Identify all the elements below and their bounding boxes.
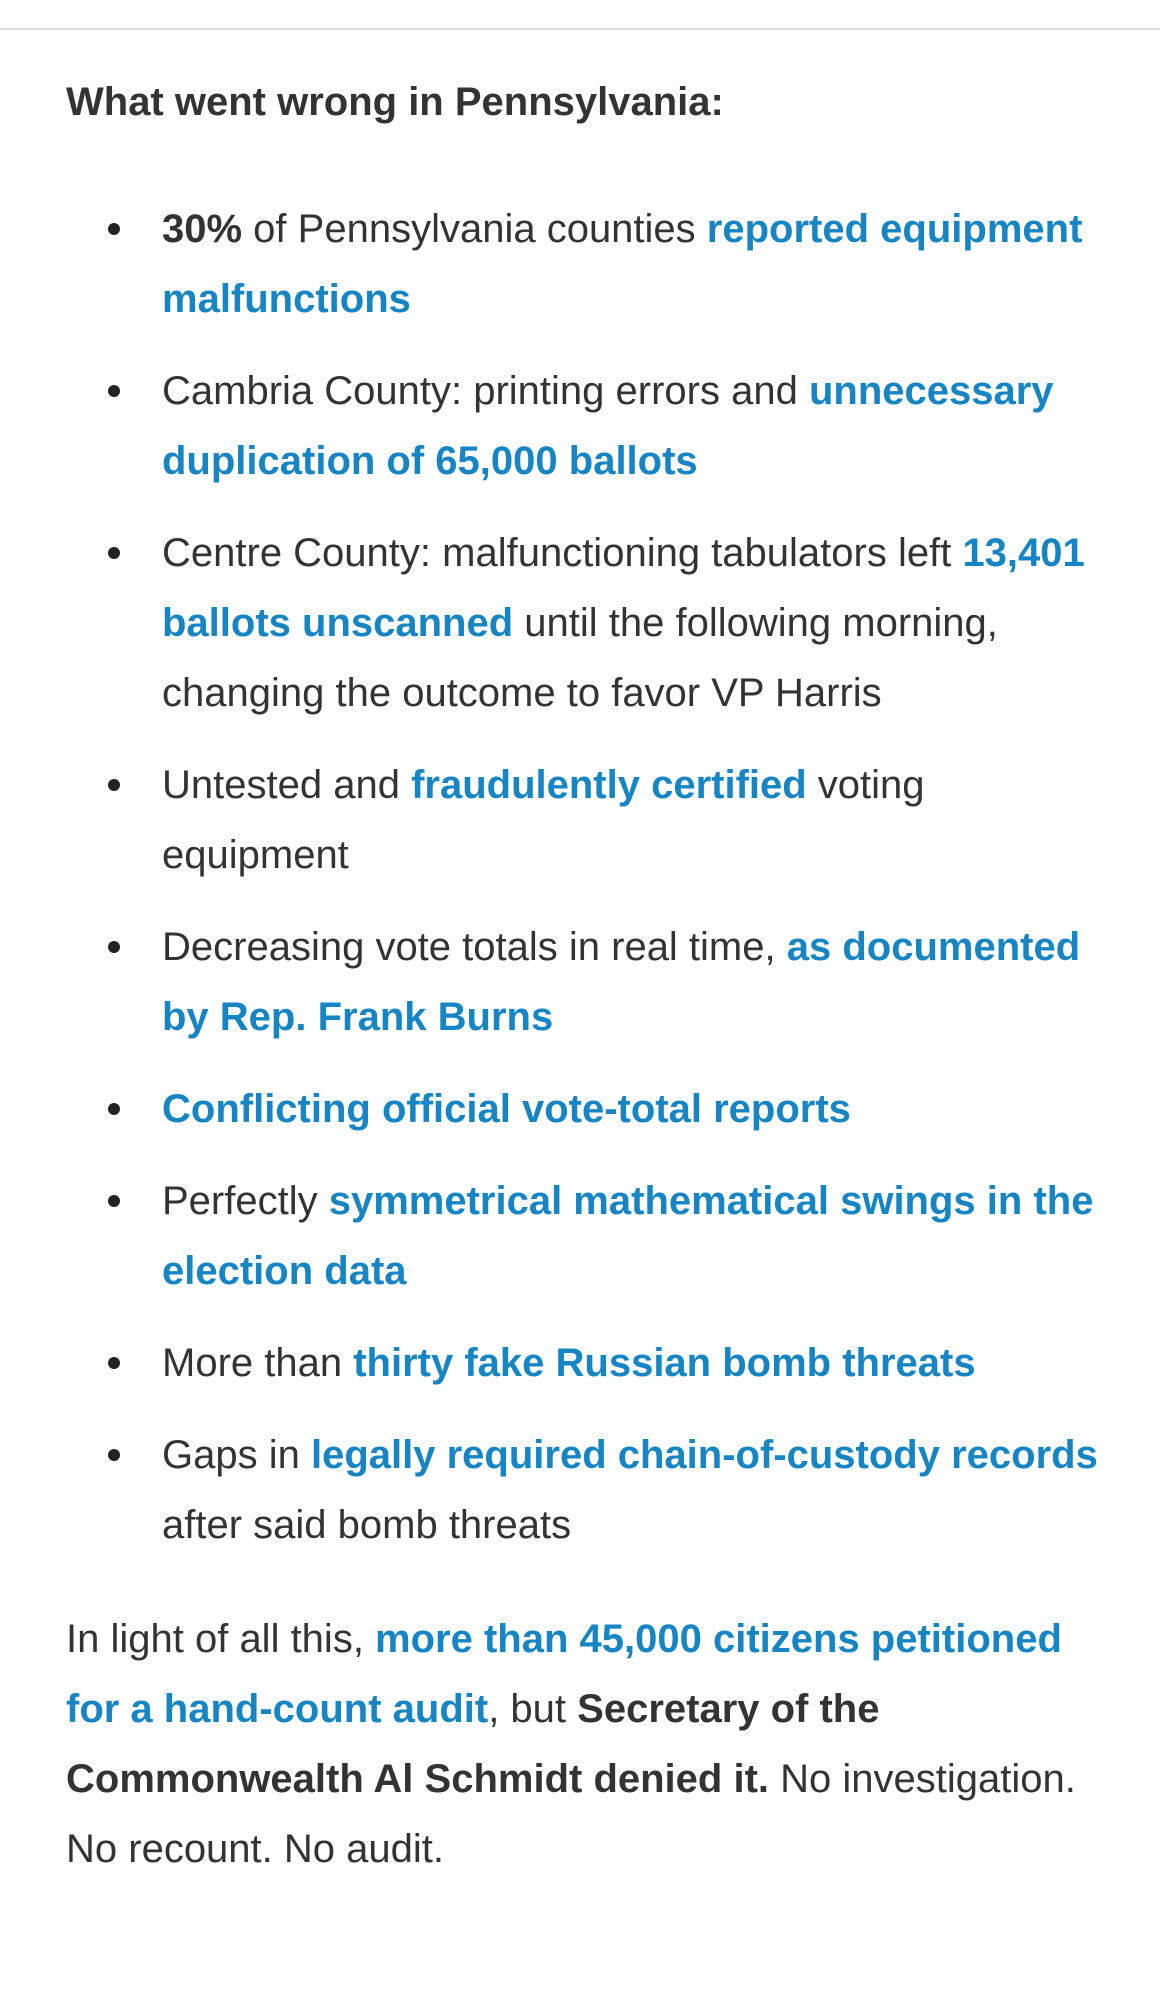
link-conflicting-reports[interactable]: Conflicting official vote-total reports xyxy=(162,1087,851,1131)
list-item-bomb-threats xyxy=(66,1328,1106,1398)
link-duplication-of-ballots[interactable]: unnecessary duplication of 65,000 ballots xyxy=(162,369,1054,483)
item-text: Cambria County: printing errors and xyxy=(162,369,809,413)
top-divider xyxy=(0,0,1160,30)
bullet-icon xyxy=(108,1195,120,1207)
link-rep-frank-burns[interactable]: as documented by Rep. Frank Burns xyxy=(162,925,1081,1039)
link-fraudulently-certified[interactable]: fraudulently certified xyxy=(411,763,807,807)
list-item-conflicting-reports xyxy=(66,1074,1106,1144)
link-ballots-unscanned[interactable]: 13,401 ballots unscanned xyxy=(162,531,1085,645)
bullet-icon xyxy=(108,385,120,397)
closing-text: In light of all this, xyxy=(66,1617,376,1661)
item-text: Perfectly xyxy=(162,1179,329,1223)
section-heading: What went wrong in Pennsylvania: xyxy=(66,80,724,124)
bullet-icon xyxy=(108,223,120,235)
closing-text-but: , but xyxy=(488,1687,578,1731)
link-petition-audit[interactable]: more than 45,000 citizens petitioned for a hand-count audit xyxy=(66,1617,1062,1731)
list-item-untested-equipment xyxy=(66,750,1106,890)
closing-paragraph xyxy=(66,1604,1106,1884)
list-item-equipment-malfunctions xyxy=(66,194,1106,334)
link-chain-of-custody[interactable]: legally required chain-of-custody records xyxy=(310,1433,1098,1477)
closing-text-end: No investigation. No recount. No audit. xyxy=(66,1757,1076,1871)
closing-bold-text: Secretary of the Commonwealth Al Schmidt denied it. xyxy=(66,1687,880,1801)
bullet-icon xyxy=(108,547,120,559)
link-reported-equipment-malfunctions[interactable]: reported equipment malfunctions xyxy=(162,207,1083,321)
item-text: Decreasing vote totals in real time, xyxy=(162,925,787,969)
bullet-icon xyxy=(108,941,120,953)
link-symmetrical-swings[interactable]: symmetrical mathematical swings in the election data xyxy=(162,1179,1094,1293)
list-item-centre-county xyxy=(66,518,1106,728)
item-text: More than xyxy=(162,1341,354,1385)
item-text-trailing: voting equipment xyxy=(162,763,925,877)
bullet-icon xyxy=(108,779,120,791)
bullet-icon xyxy=(108,1449,120,1461)
list-item-decreasing-totals xyxy=(66,912,1106,1052)
issues-list xyxy=(66,194,1106,1560)
item-text: Untested and xyxy=(162,763,412,807)
list-item-symmetrical-swings xyxy=(66,1166,1106,1306)
item-text-trailing: until the following morning, changing the outcome to favor VP Harris xyxy=(162,601,998,715)
list-item-chain-of-custody xyxy=(66,1420,1106,1560)
item-text: Gaps in xyxy=(162,1433,311,1477)
item-text-trailing: after said bomb threats xyxy=(162,1503,572,1547)
article-body xyxy=(66,60,1106,1924)
link-bomb-threats[interactable]: thirty fake Russian bomb threats xyxy=(353,1341,976,1385)
item-bold-text: 30% xyxy=(162,207,243,251)
item-text: of Pennsylvania counties xyxy=(242,207,707,251)
bullet-icon xyxy=(108,1103,120,1115)
list-item-cambria-county xyxy=(66,356,1106,496)
item-text: Centre County: malfunctioning tabulators left xyxy=(162,531,963,575)
bullet-icon xyxy=(108,1357,120,1369)
